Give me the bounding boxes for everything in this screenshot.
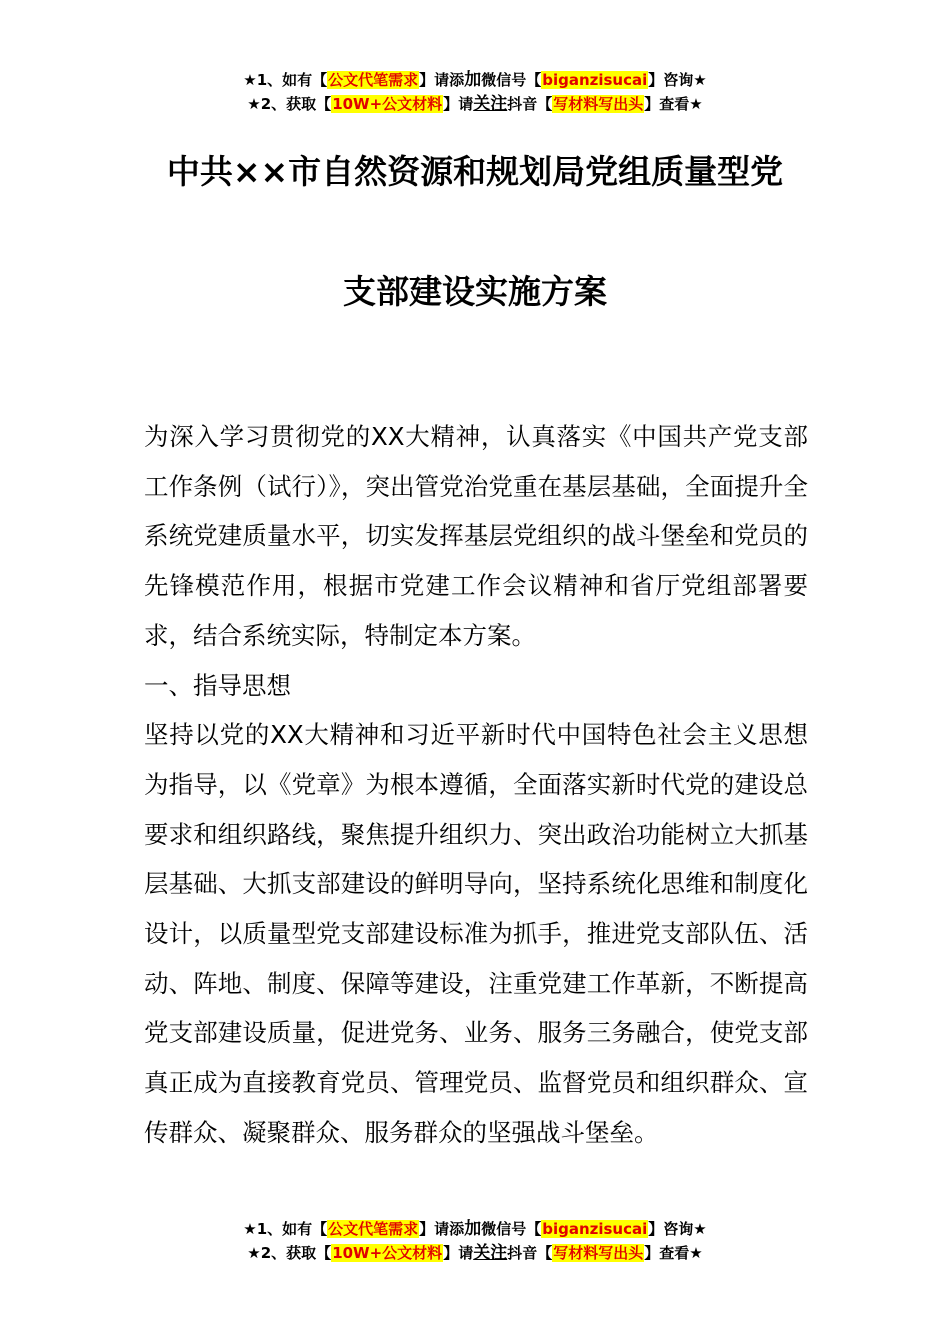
section-paragraph: 坚持以党的XX大精神和习近平新时代中国特色社会主义思想为指导，以《党章》为根本遵循，全面落实新时代党的建设总要求和组织路线，聚焦提升组织力、突出政治功能树立大抓基层基础、大抓支部建设的鲜明导向，坚持系统化思维和制度化设计，以质量型党支部建设标准为抓手，推进党支部队伍、活动、阵地、制度、保障等建设，注重党建工作革新，不断提高党支部建设质量，促进党务、业务、服务三务融合，使党支部真正成为直接教育党员、管理党员、监督党员和组织群众、宣传群众、凝聚群众、服务群众的坚强战斗堡垒。 — [144, 720, 808, 1147]
banner-highlight: biganzisucai — [542, 71, 648, 89]
banner-line-2 — [0, 1241, 950, 1265]
banner-text: 】请 — [443, 1244, 474, 1262]
banner-text: 】请 — [443, 95, 474, 113]
header-banner — [0, 68, 950, 116]
intro-paragraph: 为深入学习贯彻党的XX大精神，认真落实《中国共产党支部工作条例（试行）》，突出管党治党重在基层基础，全面提升全系统党建质量水平，切实发挥基层党组织的战斗堡垒和党员的先锋模范作用，根据市党建工作会议精神和省厅党组部署要求，结合系统实际，特制定本方案。 — [144, 422, 808, 650]
banner-text: ★1、如有【 — [243, 71, 328, 89]
document-body — [144, 412, 808, 1158]
banner-highlight: 写材料写出头 — [553, 1244, 644, 1262]
footer-banner — [0, 1217, 950, 1265]
banner-text: 抖音【 — [507, 1244, 553, 1262]
document-title-line-1: 中共××市自然资源和规划局党组质量型党 — [166, 152, 784, 191]
banner-emphasis: 加 — [464, 1219, 482, 1239]
banner-highlight: 写材料写出头 — [553, 95, 644, 113]
banner-text: 微信号【 — [481, 71, 542, 89]
banner-text: 抖音【 — [507, 95, 553, 113]
banner-text: 】请添 — [419, 1220, 465, 1238]
banner-highlight: 10W+公文材料 — [332, 1244, 443, 1262]
banner-text: ★2、获取【 — [247, 95, 332, 113]
banner-highlight: 公文代笔需求 — [328, 1220, 419, 1238]
banner-text: ★2、获取【 — [247, 1244, 332, 1262]
banner-highlight: biganzisucai — [542, 1220, 648, 1238]
banner-line-2 — [0, 92, 950, 116]
banner-text: 微信号【 — [481, 1220, 542, 1238]
document-title-line-2: 支部建设实施方案 — [343, 272, 607, 311]
banner-emphasis: 关注 — [473, 94, 508, 114]
banner-text: 】咨询★ — [648, 1220, 707, 1238]
banner-line-1 — [0, 1217, 950, 1241]
banner-text: 】咨询★ — [648, 71, 707, 89]
banner-highlight: 公文代笔需求 — [328, 71, 419, 89]
banner-highlight: 10W+公文材料 — [332, 95, 443, 113]
section-heading: 一、指导思想 — [144, 670, 291, 700]
banner-text: ★1、如有【 — [243, 1220, 328, 1238]
banner-text: 】请添 — [419, 71, 465, 89]
banner-text: 】查看★ — [644, 1244, 703, 1262]
banner-emphasis: 关注 — [473, 1243, 508, 1263]
banner-line-1 — [0, 68, 950, 92]
banner-emphasis: 加 — [464, 70, 482, 90]
banner-text: 】查看★ — [644, 95, 703, 113]
